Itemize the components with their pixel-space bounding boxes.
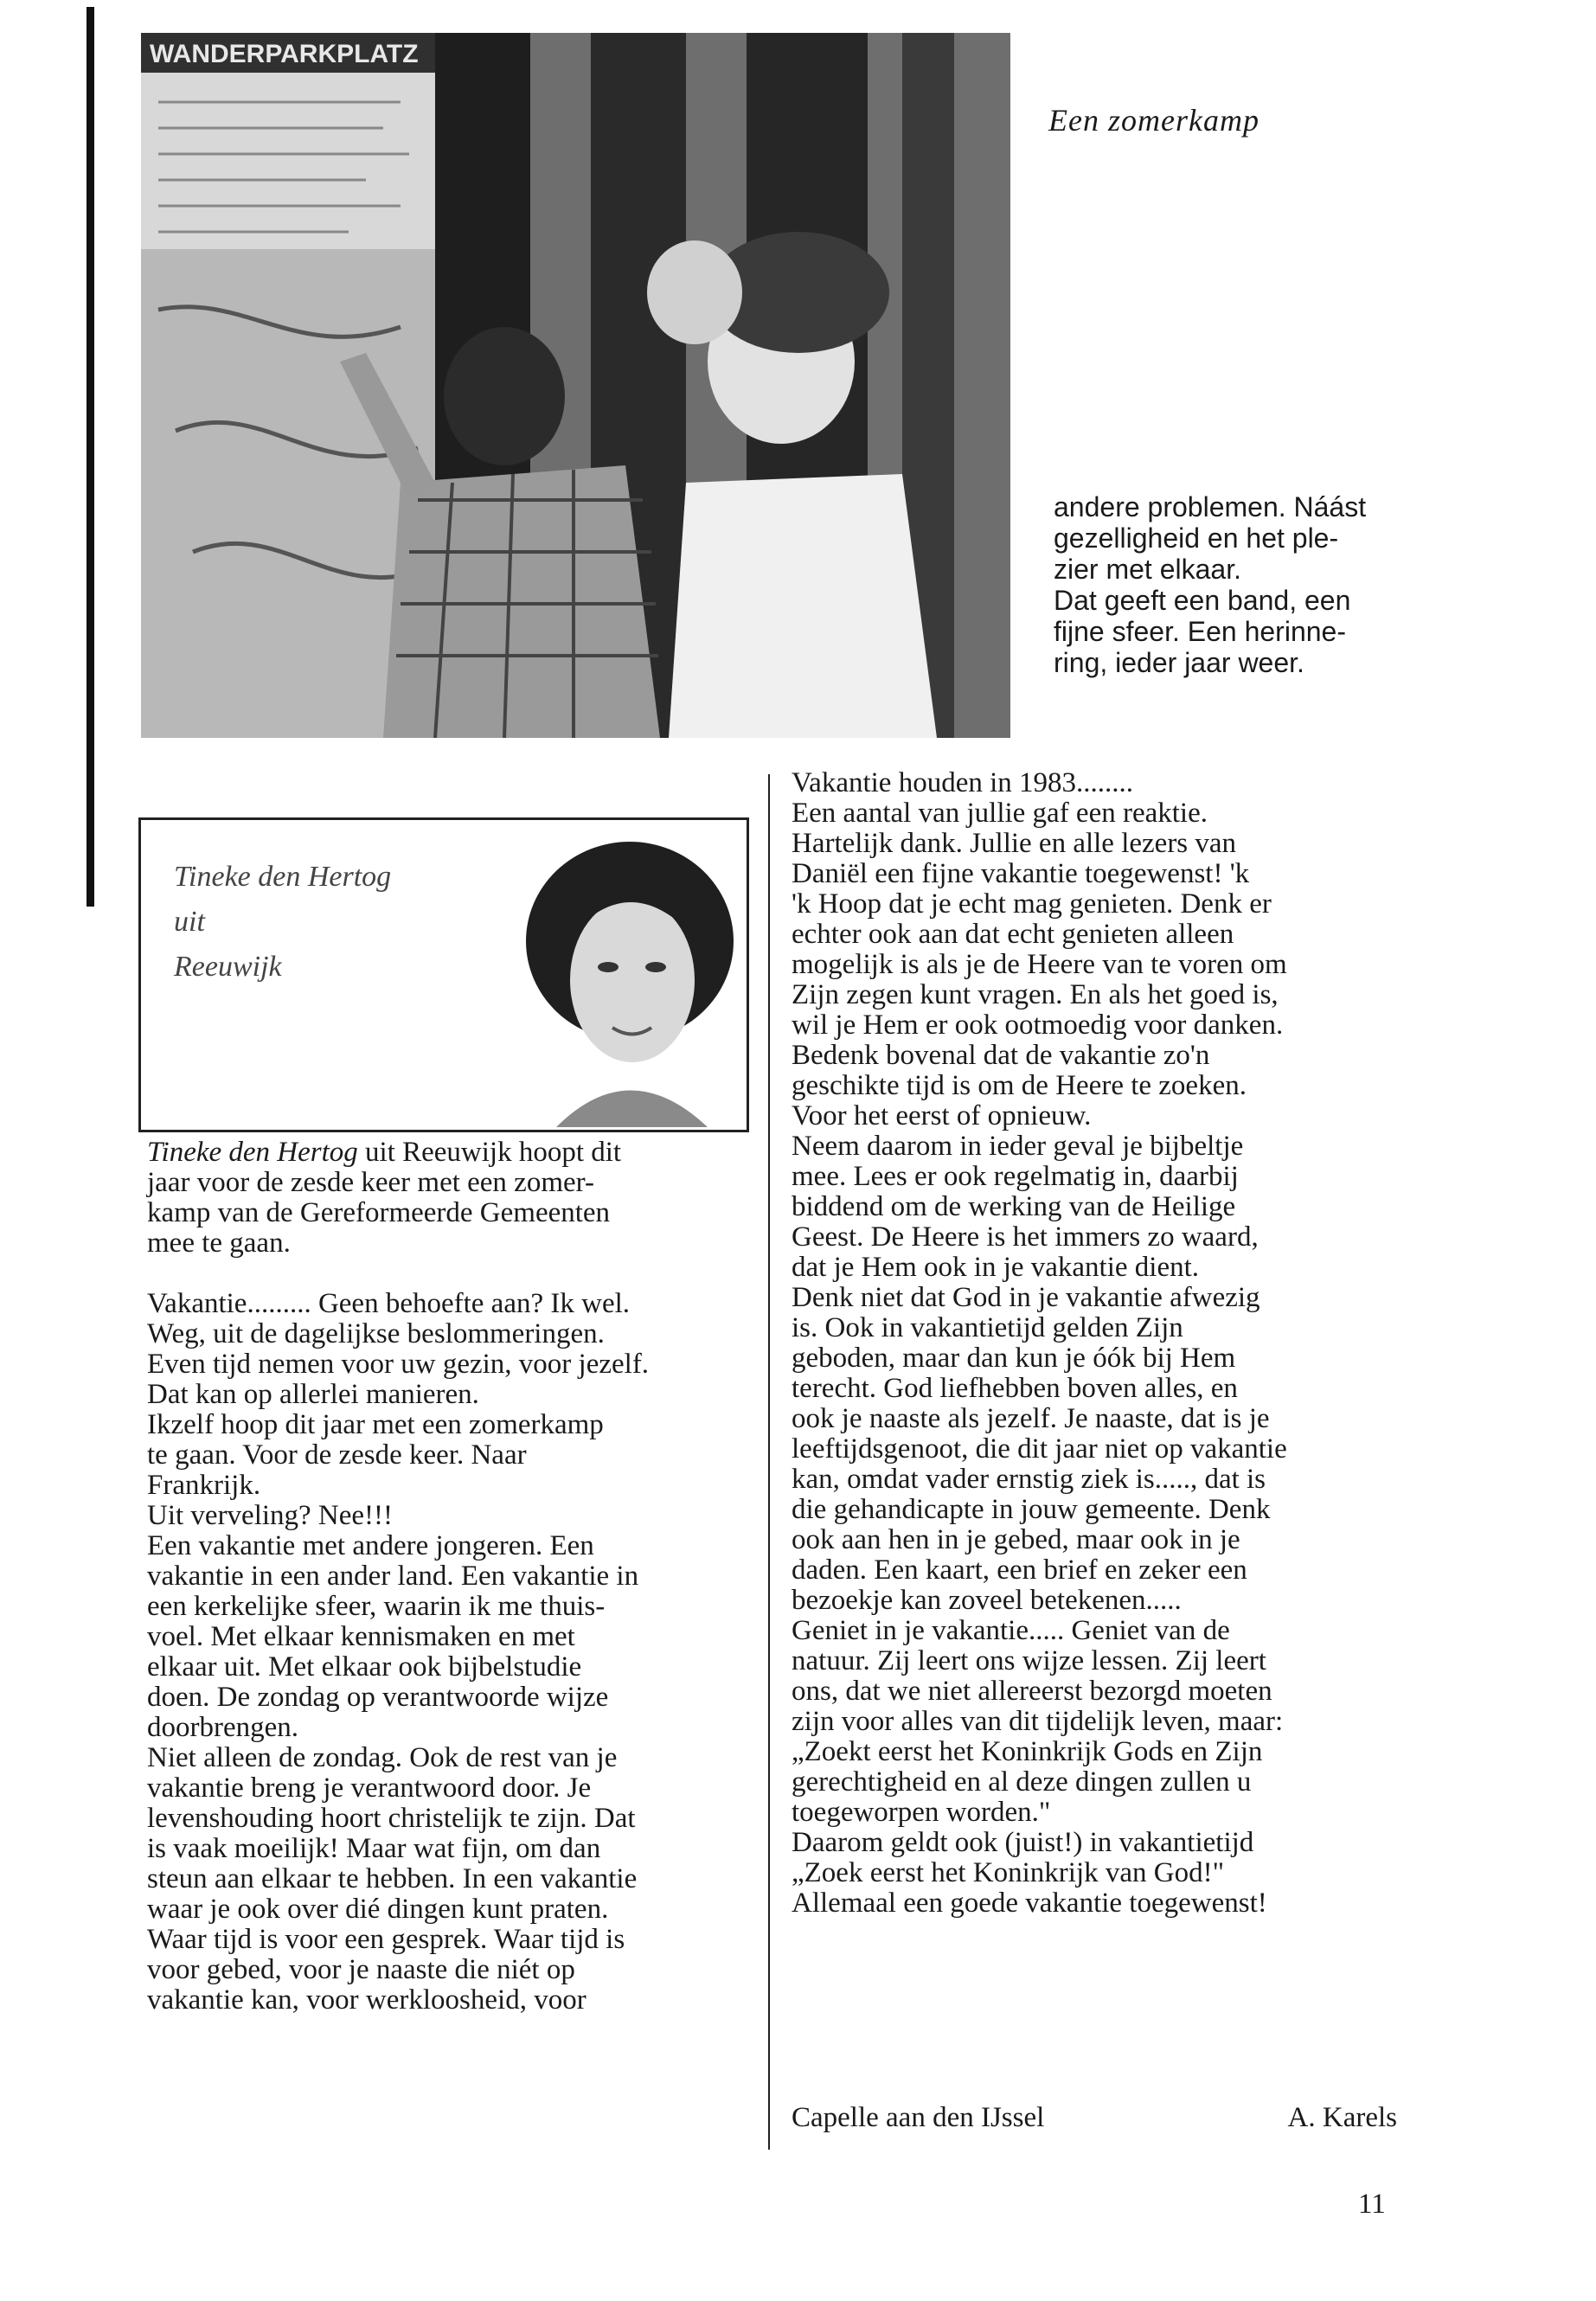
body-line: een kerkelijke sfeer, waarin ik me thuis-: [147, 1591, 606, 1622]
left-column: [147, 1138, 753, 2016]
intro-line: kamp van de Gereformeerde Gemeenten: [147, 1197, 611, 1228]
body-line: „Zoek eerst het Koninkrijk van God!": [792, 1857, 1225, 1888]
body-line: gerechtigheid en al deze dingen zullen u: [792, 1766, 1252, 1798]
body-line: waar je ook over dié dingen kunt praten.: [147, 1894, 609, 1925]
body-line: Niet alleen de zondag. Ook de rest van je: [147, 1742, 618, 1773]
body-line: is vaak moeilijk! Maar wat fijn, om dan: [147, 1833, 601, 1864]
body-line: Vakantie houden in 1983........: [792, 767, 1134, 798]
body-line: Frankrijk.: [147, 1470, 261, 1501]
intro-name: Tineke den Hertog: [147, 1137, 358, 1168]
body-line: Ikzelf hoop dit jaar met een zomerkamp: [147, 1409, 604, 1440]
side-line: gezelligheid en het ple-: [1054, 522, 1339, 554]
body-line: ons, dat we niet allereerst bezorgd moeten: [792, 1676, 1272, 1707]
photo-side-text: [1054, 491, 1417, 678]
side-line: fijne sfeer. Een herinne-: [1054, 616, 1346, 647]
body-line: „Zoekt eerst het Koninkrijk Gods en Zijn: [792, 1736, 1263, 1767]
intro-line: mee te gaan.: [147, 1227, 291, 1259]
body-line: Daniël een fijne vakantie toegewenst! 'k: [792, 858, 1250, 889]
body-line: natuur. Zij leert ons wijze lessen. Zij leert: [792, 1645, 1266, 1676]
body-line: Geest. De Heere is het immers zo waard,: [792, 1221, 1259, 1253]
body-line: te gaan. Voor de zesde keer. Naar: [147, 1439, 527, 1471]
body-line: bezoekje kan zoveel betekenen.....: [792, 1585, 1182, 1616]
body-line: mogelijk is als je de Heere van te voren om: [792, 949, 1287, 980]
body-line: die gehandicapte in jouw gemeente. Denk: [792, 1494, 1271, 1525]
body-line: levenshouding hoort christelijk te zijn. Dat: [147, 1803, 636, 1834]
signature: [792, 2102, 1397, 2134]
body-line: leeftijdsgenoot, die dit jaar niet op vakantie: [792, 1433, 1287, 1465]
body-line: terecht. God liefhebben boven alles, en: [792, 1373, 1238, 1404]
body-line: Allemaal een goede vakantie toegewenst!: [792, 1888, 1267, 1919]
body-line: daden. Een kaart, een brief en zeker een: [792, 1554, 1247, 1586]
body-line: wil je Hem er ook ootmoedig voor danken.: [792, 1009, 1284, 1041]
body-line: geboden, maar dan kun je óók bij Hem: [792, 1343, 1236, 1374]
body-line: echter ook aan dat echt genieten alleen: [792, 919, 1234, 950]
body-line: geschikte tijd is om de Heere te zoeken.: [792, 1070, 1247, 1101]
body-line: Daarom geldt ook (juist!) in vakantietijd: [792, 1827, 1254, 1858]
inset-caption-line: Tineke den Hertog: [174, 861, 392, 893]
campers-at-map-photo: [141, 33, 1010, 738]
intro-rest: uit Reeuwijk hoopt dit: [357, 1137, 622, 1168]
body-line: steun aan elkaar te hebben. In een vakantie: [147, 1863, 638, 1894]
body-line: Hartelijk dank. Jullie en alle lezers van: [792, 828, 1237, 859]
page-number: 11: [1358, 2189, 1386, 2220]
body-line: Denk niet dat God in je vakantie afwezig: [792, 1282, 1260, 1313]
inset-caption-line: uit: [174, 906, 205, 938]
body-line: doen. De zondag op verantwoorde wijze: [147, 1682, 609, 1713]
side-line: Dat geeft een band, een: [1054, 585, 1351, 616]
inset-caption-line: Reeuwijk: [174, 951, 282, 983]
portrait-inset: [138, 817, 749, 1132]
side-line: ring, ieder jaar weer.: [1054, 647, 1304, 678]
body-line: Dat kan op allerlei manieren.: [147, 1379, 479, 1410]
portrait-photo: [522, 837, 738, 1127]
body-line: Geniet in je vakantie..... Geniet van de: [792, 1615, 1230, 1646]
body-line: voor gebed, voor je naaste die niét op: [147, 1954, 575, 1985]
intro-line: jaar voor de zesde keer met een zomer-: [147, 1167, 594, 1198]
photo-illustration: [141, 33, 1010, 738]
body-line: zijn voor alles van dit tijdelijk leven, maar:: [792, 1706, 1284, 1737]
intro-line: [147, 1138, 753, 1168]
body-line: doorbrengen.: [147, 1712, 299, 1743]
body-line: Neem daarom in ieder geval je bijbeltje: [792, 1131, 1244, 1162]
side-line: zier met elkaar.: [1054, 554, 1241, 585]
body-line: biddend om de werking van de Heilige: [792, 1191, 1236, 1222]
body-line: Voor het eerst of opnieuw.: [792, 1100, 1092, 1131]
body-line: Bedenk bovenal dat de vakantie zo'n: [792, 1040, 1210, 1071]
side-line: andere problemen. Náást: [1054, 491, 1367, 522]
body-line: Waar tijd is voor een gesprek. Waar tijd is: [147, 1924, 625, 1955]
right-column: [792, 768, 1414, 1919]
body-line: voel. Met elkaar kennismaken en met: [147, 1621, 575, 1652]
body-line: toegeworpen worden.": [792, 1797, 1051, 1828]
body-line: is. Ook in vakantietijd gelden Zijn: [792, 1312, 1183, 1343]
body-line: elkaar uit. Met elkaar ook bijbelstudie: [147, 1651, 582, 1682]
inset-caption: [174, 855, 391, 990]
body-line: vakantie breng je verantwoord door. Je: [147, 1772, 592, 1804]
body-line: ook aan hen in je gebed, maar ook in je: [792, 1524, 1240, 1555]
body-line: Even tijd nemen voor uw gezin, voor jezelf.: [147, 1349, 650, 1380]
body-line: vakantie kan, voor werkloosheid, voor: [147, 1984, 586, 2016]
signature-author: A. Karels: [1287, 2102, 1397, 2133]
body-line: mee. Lees er ook regelmatig in, daarbij: [792, 1161, 1239, 1192]
signature-place: Capelle aan den IJssel: [792, 2102, 1045, 2133]
body-line: Vakantie......... Geen behoefte aan? Ik wel.: [147, 1288, 631, 1319]
body-line: ook je naaste als jezelf. Je naaste, dat is je: [792, 1403, 1270, 1434]
column-divider: [768, 774, 770, 2150]
body-line: Weg, uit de dagelijkse beslommeringen.: [147, 1318, 605, 1349]
body-line: vakantie in een ander land. Een vakantie in: [147, 1561, 639, 1592]
margin-rule: [87, 7, 94, 907]
body-line: kan, omdat vader ernstig ziek is....., dat is: [792, 1464, 1266, 1495]
body-line: Een vakantie met andere jongeren. Een: [147, 1530, 594, 1561]
article-title: Een zomerkamp: [1048, 103, 1259, 138]
body-line: Zijn zegen kunt vragen. En als het goed is,: [792, 979, 1279, 1010]
svg-text:WANDERPARKPLATZ: WANDERPARKPLATZ: [150, 40, 419, 68]
body-line: Een aantal van jullie gaf een reaktie.: [792, 798, 1208, 829]
body-line: Uit verveling? Nee!!!: [147, 1500, 394, 1531]
body-line: dat je Hem ook in je vakantie dient.: [792, 1252, 1200, 1283]
body-line: 'k Hoop dat je echt mag genieten. Denk er: [792, 888, 1272, 920]
